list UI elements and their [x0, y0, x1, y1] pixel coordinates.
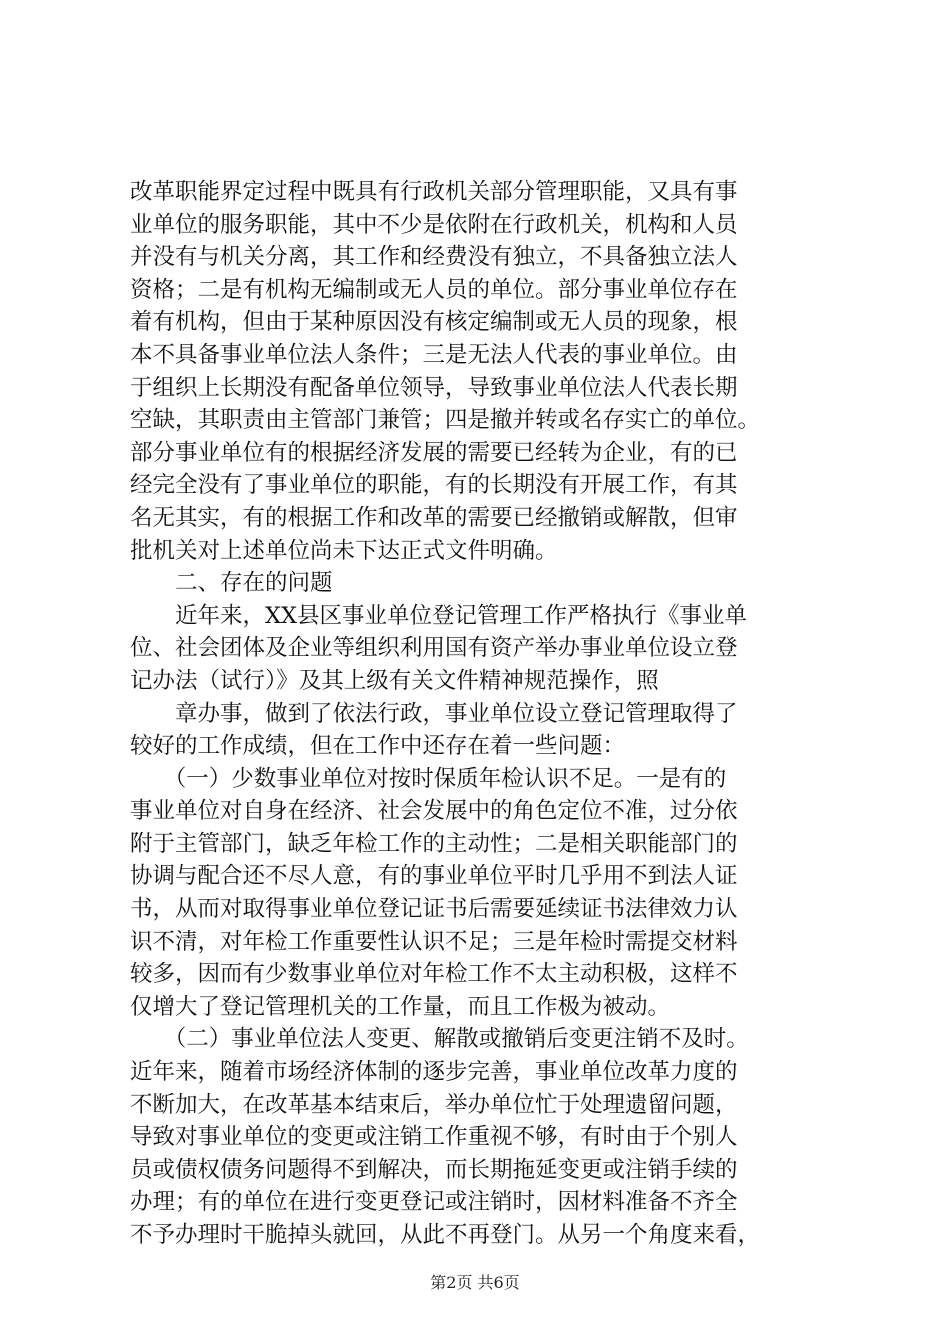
text-line: 协调与配合还不尽人意，有的事业单位平时几乎用不到法人证: [130, 863, 738, 890]
text-line: 识不清，对年检工作重要性认识不足；三是年检时需提交材料: [130, 928, 738, 955]
text-line: 名无其实，有的根据工作和改革的需要已经撤销或解散，但审: [130, 504, 738, 531]
text-line: 本不具备事业单位法人条件；三是无法人代表的事业单位。由: [130, 341, 738, 368]
text-line: （一）少数事业单位对按时保质年检认识不足。一是有的: [130, 765, 727, 792]
text-line: 空缺，其职责由主管部门兼管；四是撤并转或名存实亡的单位。: [130, 407, 761, 434]
text-line: 员或债权债务问题得不到解决，而长期拖延变更或注销手续的: [130, 1156, 738, 1183]
text-line: 不予办理时干脆掉头就回，从此不再登门。从另一个角度来看，: [130, 1222, 761, 1248]
text-line: 事业单位对自身在经济、社会发展中的角色定位不准，过分依: [130, 798, 738, 825]
body-text: [130, 176, 820, 1252]
text-line: 近年来，XX县区事业单位登记管理工作严格执行《事业单: [130, 602, 748, 629]
text-line: 较好的工作成绩，但在工作中还存在着一些问题：: [130, 733, 626, 760]
text-line: 批机关对上述单位尚未下达正式文件明确。: [130, 537, 558, 564]
text-line: 记办法（试行）》及其上级有关文件精神规范操作，照: [130, 667, 659, 694]
text-line: 并没有与机关分离，其工作和经费没有独立，不具备独立法人: [130, 244, 738, 271]
text-line: 书，从而对取得事业单位登记证书后需要延续证书法律效力认: [130, 896, 738, 923]
text-line: 位、社会团体及企业等组织利用国有资产举办事业单位设立登: [130, 635, 738, 662]
text-line: 章办事，做到了依法行政，事业单位设立登记管理取得了: [130, 700, 738, 727]
text-line: 改革职能界定过程中既具有行政机关部分管理职能，又具有事: [130, 179, 738, 205]
page-footer: 第2页 共6页: [430, 1273, 520, 1292]
text-line: 近年来，随着市场经济体制的逐步完善，事业单位改革力度的: [130, 1059, 738, 1086]
text-line: 仅增大了登记管理机关的工作量，而且工作极为被动。: [130, 993, 671, 1020]
text-line: 着有机构，但由于某种原因没有核定编制或无人员的现象，根: [130, 309, 738, 336]
text-line: 不断加大，在改革基本结束后，举办单位忙于处理遗留问题，: [130, 1091, 738, 1118]
text-line: 办理；有的单位在进行变更登记或注销时，因材料准备不齐全: [130, 1189, 738, 1216]
text-line: 于组织上长期没有配备单位领导，导致事业单位法人代表长期: [130, 374, 738, 401]
text-line: 附于主管部门，缺乏年检工作的主动性；二是相关职能部门的: [130, 830, 738, 857]
text-line: 较多，因而有少数事业单位对年检工作不太主动积极，这样不: [130, 961, 738, 988]
text-line: 部分事业单位有的根据经济发展的需要已经转为企业，有的已: [130, 439, 738, 466]
text-line: 资格；二是有机构无编制或无人员的单位。部分事业单位存在: [130, 276, 738, 303]
text-line: 二、存在的问题: [130, 570, 333, 597]
text-line: 导致对事业单位的变更或注销工作重视不够，有时由于个别人: [130, 1124, 738, 1151]
text-line: （二）事业单位法人变更、解散或撤销后变更注销不及时。: [130, 1026, 749, 1053]
text-line: 经完全没有了事业单位的职能，有的长期没有开展工作，有其: [130, 472, 738, 499]
text-line: 业单位的服务职能，其中不少是依附在行政机关，机构和人员: [130, 211, 738, 238]
